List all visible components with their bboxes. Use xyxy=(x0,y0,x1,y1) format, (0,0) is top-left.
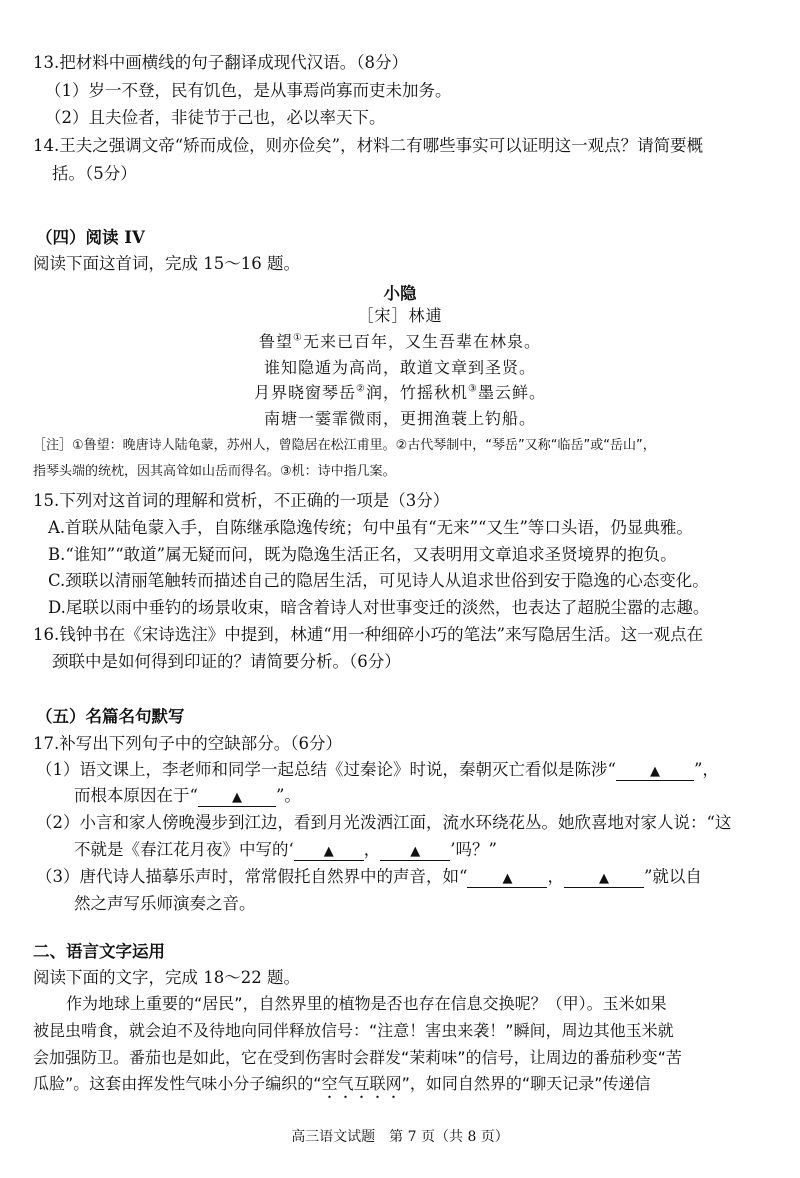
q15-stem: 15.下列对这首词的理解和赏析，不正确的一项是（3分） xyxy=(33,491,450,510)
poem-line-3b: 润，竹摇秋机 xyxy=(365,383,468,402)
passage-line-1: 作为地球上重要的“居民”，自然界里的植物是否也存在信息交换呢？（甲）。玉米如果 xyxy=(66,994,667,1013)
q17-item-3-line-1 xyxy=(36,866,800,888)
passage-line-4a: 瓜脸”。这套由挥发性气味小分子编织的“ xyxy=(33,1074,322,1093)
part-2-intro: 阅读下面的文字，完成 18～22 题。 xyxy=(33,968,300,987)
q17-2-close: ’吗？” xyxy=(450,840,497,859)
q17-1-close-2: ”。 xyxy=(275,786,301,805)
q15-option-a: A.首联从陆龟蒙入手，自陈继承隐逸传统；句中虽有“无来”“又生”等口头语，仍显典雅。 xyxy=(48,518,693,537)
q13-sentence-1: （1）岁一不登，民有饥色，是从事焉尚寡而吏未加务。 xyxy=(45,81,452,100)
q14-line-1: 14.王夫之强调文帝“矫而成俭，则亦俭矣”，材料二有哪些事实可以证明这一观点？请简要概 xyxy=(33,136,704,155)
q17-3-comma: ， xyxy=(547,867,564,886)
poem-line-1b: 无来已百年，又生吾辈在林泉。 xyxy=(302,332,541,351)
q13-sentence-2: （2）且夫俭者，非徒节于己也，必以率天下。 xyxy=(45,108,386,127)
q17-item-2-line-2 xyxy=(74,839,800,861)
emphasized-phrase: 空气互联网 xyxy=(321,1074,402,1093)
q17-stem: 17.补写出下列句子中的空缺部分。（6分） xyxy=(33,734,342,753)
q15-option-b: B.“谁知”“敢道”属无疑而问，既为隐逸生活正名，又表明用文章追求圣贤境界的抱负。 xyxy=(48,545,677,564)
q17-1-text: （1）语文课上，李老师和同学一起总结《过秦论》时说，秦朝灭亡看似是陈涉“ xyxy=(36,760,616,779)
note-marker-1: ① xyxy=(293,332,303,344)
poem-line-3a: 月界晓窗琴岳 xyxy=(254,383,357,402)
q17-item-3-line-2: 然之声写乐师演奏之音。 xyxy=(74,894,256,913)
q17-1-close: ”， xyxy=(693,760,719,779)
q16-line-1: 16.钱钟书在《宋诗选注》中提到，林逋“用一种细碎小巧的笔法”来写隐居生活。这一观点在 xyxy=(33,625,704,644)
q15-option-d: D.尾联以雨中垂钓的场景收束，暗含着诗人对世事变迁的淡然，也表达了超脱尘嚣的志趣。 xyxy=(48,598,710,617)
poem-title: 小隐 xyxy=(383,284,417,303)
q16-line-2: 颈联中是如何得到印证的？请简要分析。（6分） xyxy=(52,652,401,671)
poem-line-1a: 鲁望 xyxy=(259,332,294,351)
q17-item-1-line-2 xyxy=(74,785,800,807)
answer-blank[interactable]: ▲ xyxy=(198,790,276,807)
q17-2-text: 不就是《春江花月夜》中写的‘ xyxy=(74,840,294,859)
passage-line-4 xyxy=(33,1073,800,1102)
q17-3-close: ”就以自 xyxy=(643,867,702,886)
answer-blank[interactable]: ▲ xyxy=(380,844,450,861)
q17-1-text-2: 而根本原因在于“ xyxy=(74,786,198,805)
notes-line-1: ［注］①鲁望：晚唐诗人陆龟蒙，苏州人，曾隐居在松江甫里。②古代琴制中，“琴岳”又称“临岳”或“岳山”， xyxy=(33,438,656,453)
answer-blank[interactable]: ▲ xyxy=(564,871,644,888)
answer-blank[interactable]: ▲ xyxy=(616,764,694,781)
answer-blank[interactable]: ▲ xyxy=(294,844,364,861)
poem-line-4: 南塘一霎霏微雨，更拥渔蓑上钓船。 xyxy=(263,409,536,428)
note-marker-3: ③ xyxy=(468,383,478,395)
q15-option-c: C.颈联以清丽笔触转而描述自己的隐居生活，可见诗人从追求世俗到安于隐逸的心态变化。 xyxy=(48,571,709,590)
answer-blank[interactable]: ▲ xyxy=(467,871,547,888)
section-5-title: （五）名篇名句默写 xyxy=(36,707,185,726)
page-footer: 高三语文试题 第 7 页（共 8 页） xyxy=(291,1129,509,1145)
q17-3-text: （3）唐代诗人描摹乐声时，常常假托自然界中的声音，如“ xyxy=(36,867,468,886)
poem-line-3 xyxy=(0,382,800,404)
passage-line-3: 会加强防卫。番茄也是如此，它在受到伤害时会群发“茉莉味”的信号，让周边的番茄秒变“苦 xyxy=(33,1048,682,1067)
q14-line-2: 括。（5分） xyxy=(52,164,137,183)
q13-stem: 13.把材料中画横线的句子翻译成现代汉语。（8分） xyxy=(33,53,408,72)
passage-line-4c: ”，如同自然界的“聊天记录”传递信 xyxy=(401,1074,651,1093)
section-4-intro: 阅读下面这首词，完成 15～16 题。 xyxy=(33,254,300,273)
q17-2-comma: ， xyxy=(363,840,381,859)
notes-line-2: 指琴头端的统枕，因其高耸如山岳而得名。③机：诗中指几案。 xyxy=(33,464,396,479)
q17-item-1-line-1 xyxy=(36,759,800,781)
poem-line-3c: 墨云鲜。 xyxy=(477,383,546,402)
section-4-title: （四）阅读 IV xyxy=(36,228,145,247)
passage-line-2: 被昆虫啃食，就会迫不及待地向同伴释放信号：“注意！害虫来袭！”瞬间，周边其他玉米就 xyxy=(33,1021,674,1040)
note-marker-2: ② xyxy=(356,383,366,395)
poem-line-2: 谁知隐遁为高尚，敢道文章到圣贤。 xyxy=(263,358,536,377)
poem-line-1 xyxy=(0,331,800,353)
part-2-title: 二、语言文字运用 xyxy=(33,942,165,961)
q17-item-2-line-1: （2）小言和家人傍晚漫步到江边，看到月光泼洒江面，流水环绕花丛。她欣喜地对家人说：“这 xyxy=(36,813,732,832)
poem-author: ［宋］林逋 xyxy=(357,306,443,325)
